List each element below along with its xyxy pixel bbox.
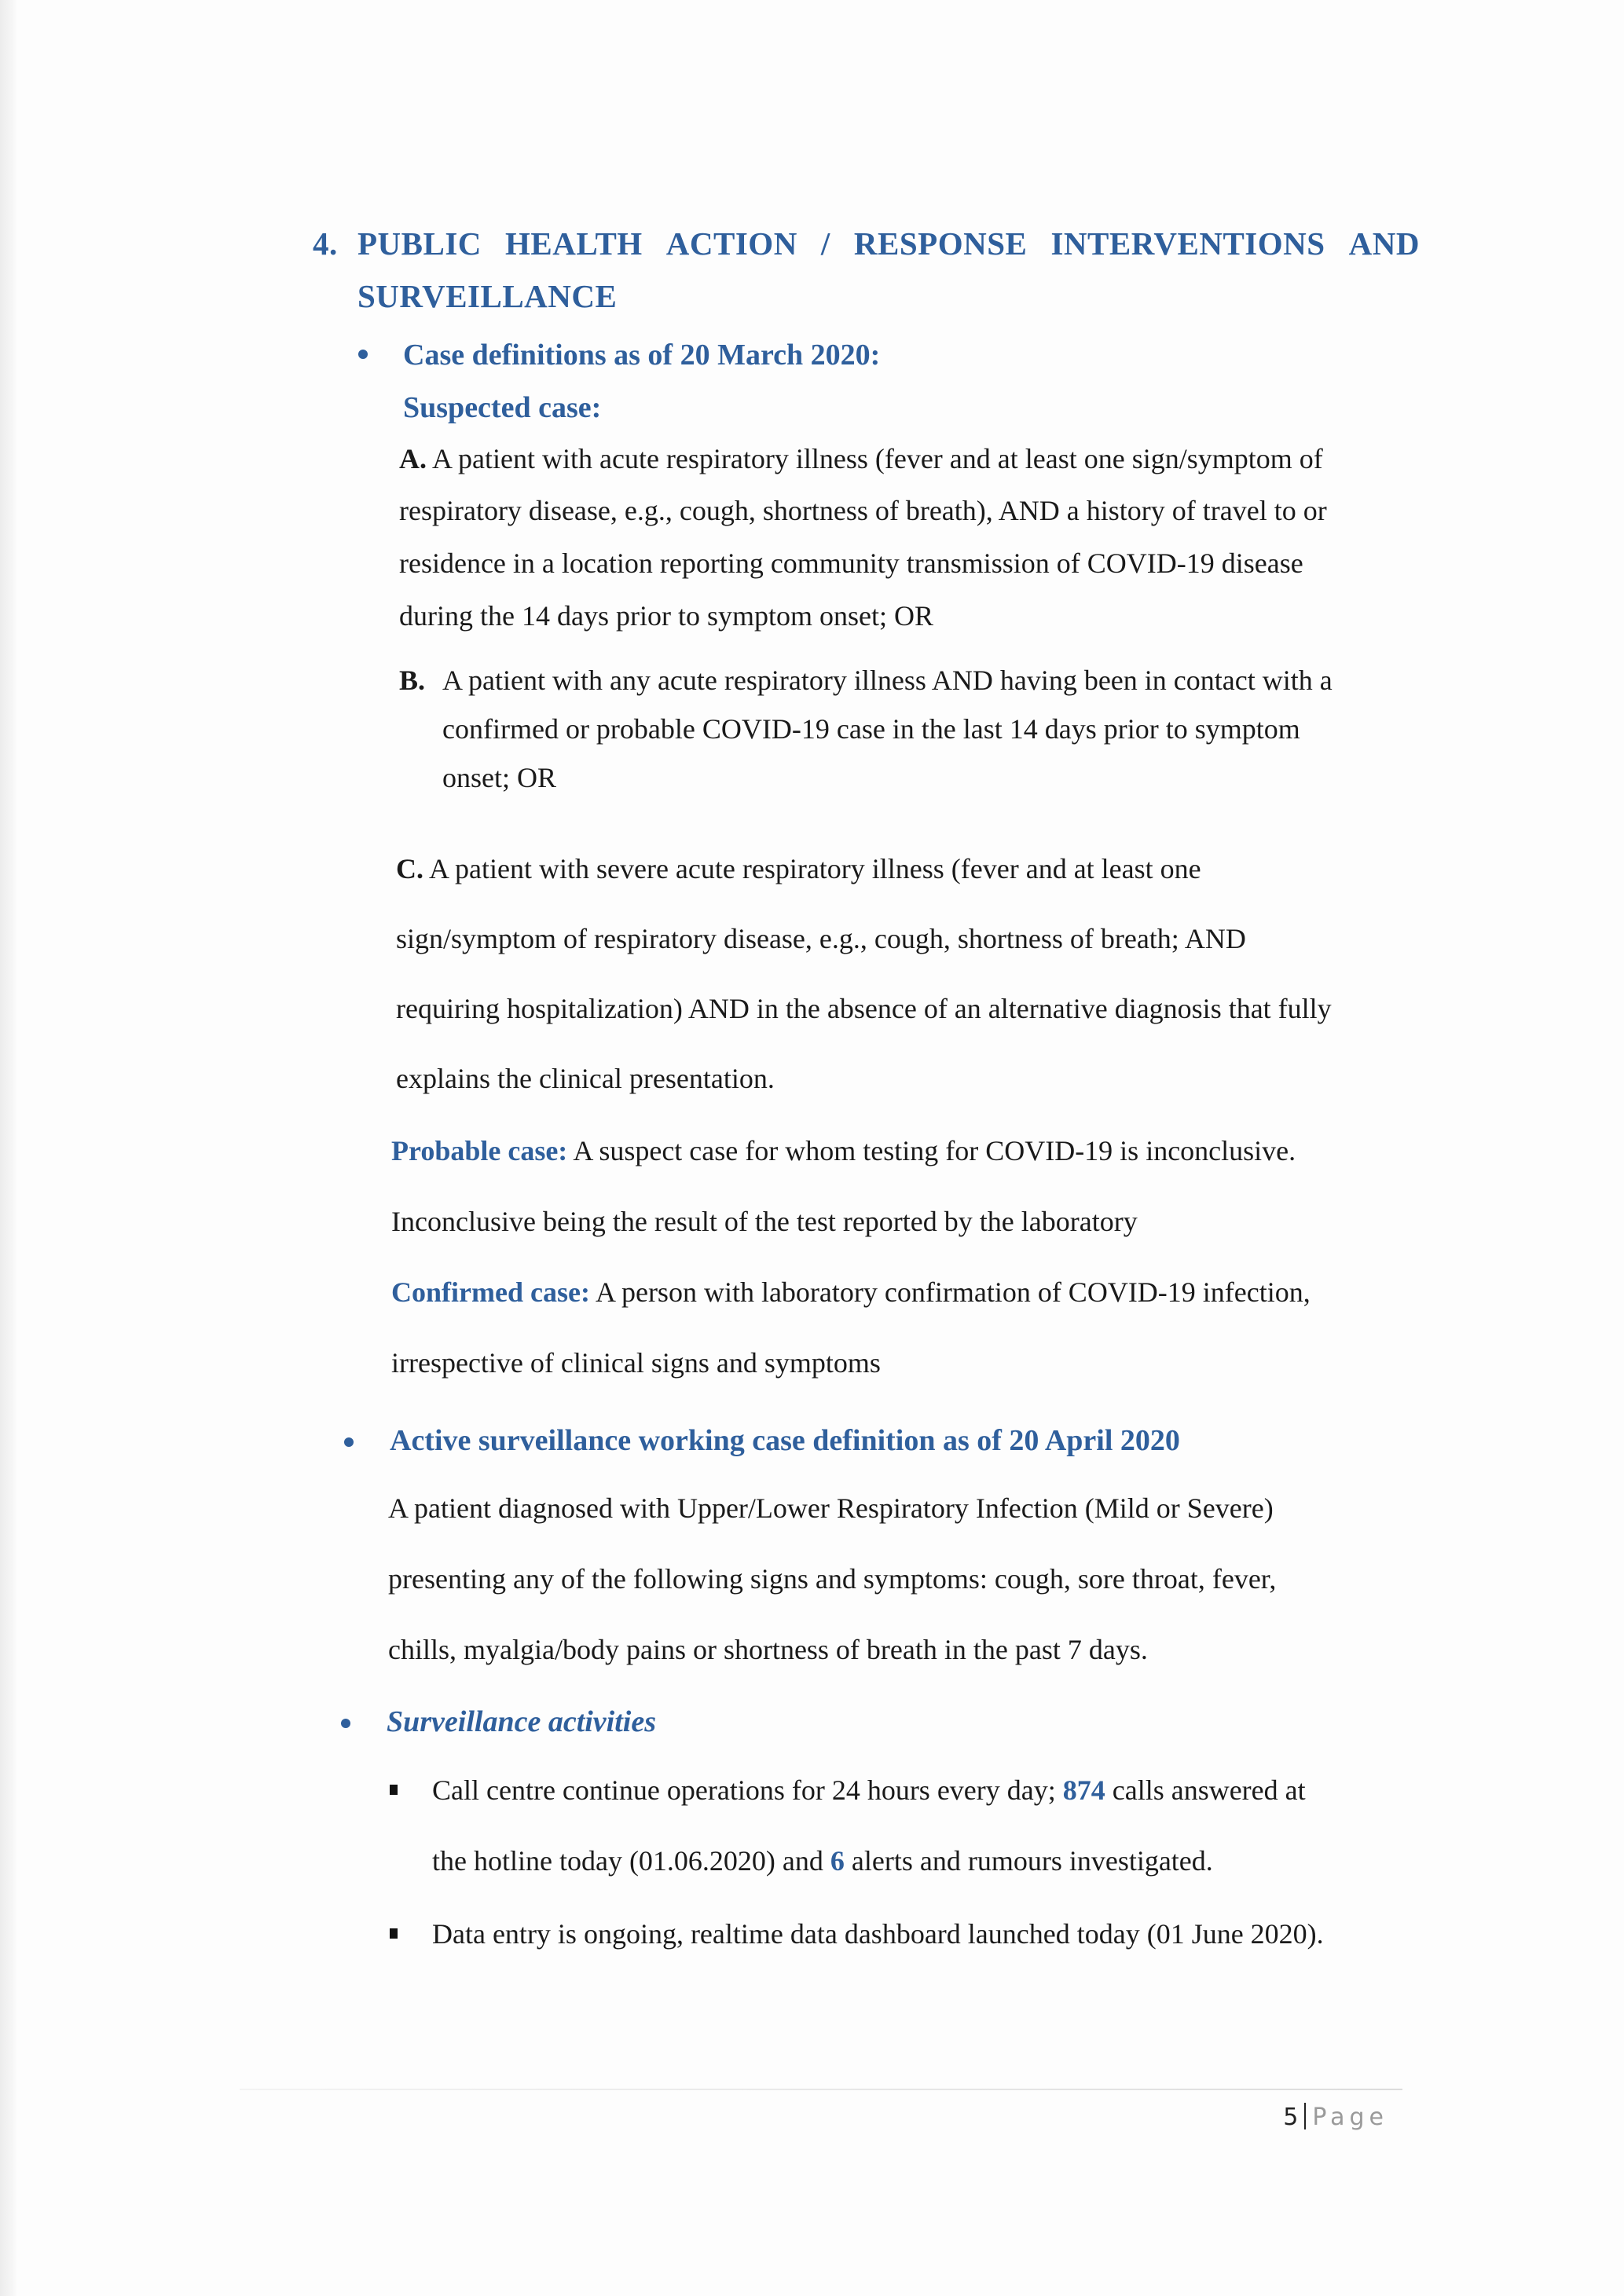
active-surveillance-text xyxy=(388,1494,1276,1706)
item-a xyxy=(399,445,1421,654)
activity-text: the hotline today (01.06.2020) and xyxy=(432,1845,830,1877)
item-a-line: during the 14 days prior to symptom onset; OR xyxy=(399,600,933,632)
item-a-text: A patient with acute respiratory illness (fever and at least one sign/symptom of xyxy=(432,443,1323,474)
title-word: AND xyxy=(1348,225,1420,262)
title-word: / xyxy=(820,225,830,262)
title-word: HEALTH xyxy=(505,225,643,262)
item-c-label: C. xyxy=(396,853,423,884)
page-separator xyxy=(1304,2103,1306,2129)
active-surveillance-heading: Active surveillance working case definition as of 20 April 2020 xyxy=(390,1424,1180,1457)
title-word: PUBLIC xyxy=(357,225,482,262)
calls-answered-count: 874 xyxy=(1062,1774,1105,1806)
page-footer xyxy=(1283,2103,1388,2131)
case-definitions-heading: Case definitions as of 20 March 2020: xyxy=(403,339,881,372)
active-surveillance-line: presenting any of the following signs and symptoms: cough, sore throat, fever, xyxy=(388,1563,1277,1595)
activity-item-call-centre xyxy=(432,1776,1306,1917)
item-b-line: onset; OR xyxy=(442,762,557,793)
item-c-line: sign/symptom of respiratory disease, e.g., cough, shortness of breath; AND xyxy=(396,923,1246,954)
bullet-icon xyxy=(341,1719,350,1728)
title-word: ACTION xyxy=(665,225,797,262)
activity-text: Call centre continue operations for 24 hours every day; xyxy=(432,1774,1063,1806)
activity-text: calls answered at xyxy=(1105,1774,1306,1806)
square-bullet-icon xyxy=(390,1785,398,1795)
item-c-line: requiring hospitalization) AND in the absence of an alternative diagnosis that fully xyxy=(396,993,1332,1024)
page-number: 5 xyxy=(1283,2104,1299,2131)
probable-case-text: A suspect case for whom testing for COVID-19 is inconclusive. xyxy=(573,1135,1296,1166)
probable-case-label: Probable case: xyxy=(391,1135,568,1166)
probable-case-text: Inconclusive being the result of the test reported by the laboratory xyxy=(391,1206,1138,1237)
item-a-line: respiratory disease, e.g., cough, shortness of breath), AND a history of travel to or xyxy=(399,495,1327,526)
activity-item-data-entry: Data entry is ongoing, realtime data dashboard launched today (01 June 2020). xyxy=(432,1918,1324,1950)
confirmed-case-text: irrespective of clinical signs and symptoms xyxy=(391,1347,881,1379)
section-title-line2: SURVEILLANCE xyxy=(357,278,618,314)
active-surveillance-line: chills, myalgia/body pains or shortness of breath in the past 7 days. xyxy=(388,1634,1148,1665)
activity-text: alerts and rumours investigated. xyxy=(844,1845,1213,1877)
item-b-line: confirmed or probable COVID-19 case in the last 14 days prior to symptom xyxy=(442,713,1300,745)
title-word: INTERVENTIONS xyxy=(1050,225,1325,262)
item-b xyxy=(399,666,425,694)
item-c xyxy=(396,855,1332,1134)
footer-rule xyxy=(240,2089,1402,2090)
item-c-line: explains the clinical presentation. xyxy=(396,1063,775,1094)
bullet-icon xyxy=(358,350,368,359)
probable-case xyxy=(391,1137,1296,1278)
active-surveillance-line: A patient diagnosed with Upper/Lower Respiratory Infection (Mild or Severe) xyxy=(388,1492,1274,1524)
scan-edge-shadow xyxy=(0,0,17,2296)
item-a-line: residence in a location reporting community transmission of COVID-19 disease xyxy=(399,547,1303,579)
item-b-label: B. xyxy=(399,665,426,696)
item-c-line: A patient with severe acute respiratory illness (fever and at least one xyxy=(429,853,1201,884)
page-label: Page xyxy=(1312,2104,1388,2131)
section-title-line1 xyxy=(357,225,1420,262)
alerts-count: 6 xyxy=(830,1845,845,1877)
confirmed-case-label: Confirmed case: xyxy=(391,1276,590,1308)
item-b-line: A patient with any acute respiratory illness AND having been in contact with a xyxy=(442,665,1333,696)
square-bullet-icon xyxy=(390,1928,398,1939)
item-a-line xyxy=(399,445,1421,496)
suspected-case-heading: Suspected case: xyxy=(403,391,602,424)
confirmed-case-text: A person with laboratory confirmation of COVID-19 infection, xyxy=(595,1276,1311,1308)
section-number: 4. xyxy=(313,225,338,262)
item-b-text xyxy=(442,666,1333,812)
confirmed-case xyxy=(391,1278,1311,1419)
item-a-label: A. xyxy=(399,443,427,474)
surveillance-activities-heading: Surveillance activities xyxy=(387,1705,657,1738)
title-word: RESPONSE xyxy=(853,225,1028,262)
bullet-icon xyxy=(344,1437,354,1447)
